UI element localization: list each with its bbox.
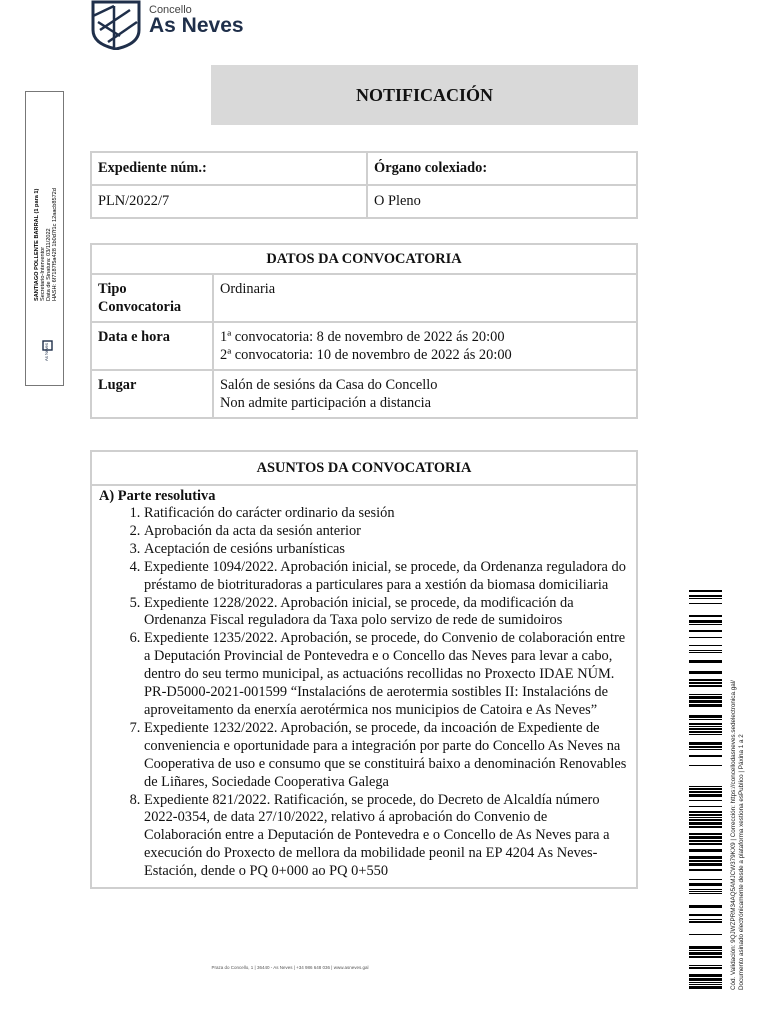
barcode-bar: [689, 860, 722, 862]
barcode-bar: [689, 950, 722, 951]
stamp-logo-text: As Neves: [44, 343, 49, 361]
barcode-bar: [689, 921, 722, 923]
validation-text: [727, 610, 749, 990]
asuntos-title: ASUNTOS DA CONVOCATORIA: [91, 451, 637, 485]
data-segunda: 2ª convocatoria: 10 de novembro de 2022 ás 20:00: [220, 347, 512, 363]
barcode-bar: [689, 734, 722, 735]
barcode-bar: [689, 650, 722, 651]
barcode-bar: [689, 598, 722, 599]
municipal-logo-icon: [90, 0, 142, 50]
barcode-bar: [689, 889, 722, 890]
barcode-bar: [689, 965, 722, 966]
list-item: 7. Expediente 1232/2022. Aprobación, se procede, da incoación de Expediente de conveniencia e oportunidade para a integración por parte do Concello As Neves na Cooperativa de uso e consumo que se constituirá baixo a denominación Renovables de Liñares, Sociedade Cooperativa Galega: [144, 720, 628, 792]
barcode-bar: [689, 786, 722, 787]
barcode-bar: [689, 840, 722, 842]
datos-table: [90, 243, 638, 419]
barcode-bar: [689, 836, 722, 839]
datos-title: DATOS DA CONVOCATORIA: [91, 244, 637, 274]
barcode-bar: [689, 742, 722, 745]
data-primeira: 1ª convocatoria: 8 de novembro de 2022 ás 20:00: [220, 329, 505, 345]
barcode-bar: [689, 755, 722, 757]
barcode-bar: [689, 746, 722, 748]
barcode-bar: [689, 819, 722, 821]
barcode-bar: [689, 914, 722, 916]
barcode-bar: [689, 791, 722, 793]
concello-logo: [90, 0, 270, 50]
barcode-bar: [689, 603, 722, 604]
barcode-bar: [689, 856, 722, 859]
barcode-bar: [689, 723, 722, 725]
list-item: 8. Expediente 821/2022. Ratificación, se procede, do Decreto de Alcaldía número 2022-0354, de data 27/10/2022, relativo á aprobación do Convenio de Colaboración entre a Deputación de Pontevedra e o Concello de As Neves para a execución do Proxecto de mellora da mobilidade peonil na EP 4204 As Neves-Estación, dende o PQ 0+000 ao PQ 0+550: [144, 792, 628, 882]
validation-platform: Documento asinado electrónicamente desde a plataforma xestiona esPublico | Páxina 1 a 2: [738, 734, 745, 990]
barcode-bar: [689, 679, 722, 681]
section-heading: A) Parte resolutiva: [99, 488, 216, 504]
list-item: 4. Expediente 1094/2022. Aprobación inicial, se procede, da Ordenanza reguladora do préstamo de biotrituradoras a particulares para a xestión da biomasa domiciliaria: [144, 559, 628, 595]
tipo-value: Ordinaria: [213, 274, 637, 322]
signature-stamp-text: [31, 91, 59, 301]
expediente-label: Expediente núm.:: [91, 152, 367, 185]
signature-date: Data de Sinatura: 03/11/2022: [46, 228, 52, 301]
list-item: 5. Expediente 1228/2022. Aprobación inicial, se procede, da modificación da Ordenanza Fiscal reguladora da Taxa polo servizo de rede de sumidoiros: [144, 595, 628, 631]
barcode-bar: [689, 806, 722, 807]
list-item: 2. Aprobación da acta da sesión anterior: [144, 523, 628, 541]
page-footer: Praza do Concello, 1 | 36440 - As Neves | +34 986 648 036 | www.asneves.gal: [211, 965, 369, 970]
tipo-label: Tipo Convocatoria: [91, 274, 213, 322]
barcode-bar: [689, 849, 722, 852]
barcode-bar: [689, 731, 722, 733]
barcode-bar: [689, 811, 722, 813]
barcode-bar: [689, 637, 722, 638]
barcode-bar: [689, 843, 722, 845]
barcode-bar: [689, 595, 722, 597]
expediente-value: PLN/2022/7: [91, 185, 367, 218]
data-value: [213, 322, 637, 370]
signature-stamp: [25, 91, 64, 386]
list-item: 1. Ratificación do carácter ordinario da sesión: [144, 505, 628, 523]
stamp-logo-icon: [36, 340, 54, 362]
validation-code: Cód. Validación: 9QJWZPRM34AQ5AMJCW379KX9 | Corrección: https://concellodasneves.sedelectronica.gal/: [730, 680, 737, 990]
barcode-bar: [689, 956, 722, 958]
barcode-bar: [689, 645, 722, 646]
barcode-bar: [689, 974, 722, 977]
barcode-bar: [689, 624, 722, 625]
barcode-bar: [689, 620, 722, 623]
barcode-bar: [689, 946, 722, 949]
barcode-bar: [689, 788, 722, 790]
barcode-bar: [689, 822, 722, 825]
asuntos-table: [90, 450, 638, 889]
barcode-bar: [689, 704, 722, 707]
barcode-bar: [689, 652, 722, 653]
barcode-bar: [689, 765, 722, 766]
list-item: 6. Expediente 1235/2022. Aprobación, se procede, do Convenio de colaboración entre a Deputación Provincial de Pontevedra e o Concello das Neves para levar a cabo, dentro do seu termo municipal, as actuacións recollidas no Proxecto IDAE NÚM. PR-D5000-2021-001599 “Instalacións de aerotermia sostibles II: Instalacións de aproveitamento da enerxía aerotérmica nos municipios de Catoira e As Neves”: [144, 630, 628, 720]
barcode-bar: [689, 978, 722, 981]
barcode-bar: [689, 630, 722, 632]
lugar-label: Lugar: [91, 370, 213, 418]
barcode-bar: [689, 660, 722, 663]
document-title: NOTIFICACIÓN: [211, 65, 638, 125]
barcode-bar: [689, 800, 722, 801]
barcode-bar: [689, 883, 722, 886]
barcode-bar: [689, 685, 722, 687]
lugar-sala: Salón de sesións da Casa do Concello: [220, 377, 438, 393]
barcode-bar: [689, 749, 722, 750]
logo-name: As Neves: [149, 14, 244, 37]
signature-hash: HASH: 6f7187f5a428 1b0d7f1c 12aacb8572d: [52, 188, 58, 301]
barcode-bar: [689, 682, 722, 684]
data-label: Data e hora: [91, 322, 213, 370]
barcode-bar: [689, 694, 722, 695]
list-item: 3. Aceptación de cesións urbanísticas: [144, 541, 628, 559]
barcode-bar: [689, 719, 722, 720]
barcode-bar: [689, 967, 722, 969]
barcode-bar: [689, 905, 722, 908]
barcode-bar: [689, 952, 722, 955]
barcode-bar: [689, 833, 722, 835]
lugar-distancia: Non admite participación a distancia: [220, 395, 431, 411]
validation-barcode: [689, 590, 722, 990]
expediente-table: [90, 151, 638, 219]
barcode-bar: [689, 817, 722, 818]
barcode-bar: [689, 984, 722, 985]
barcode-bar: [689, 893, 722, 894]
organo-label: Órgano colexiado:: [367, 152, 637, 185]
asuntos-list: [99, 505, 628, 881]
signer-name: SANTIAGO POLLENTE BARRAL (1 para 1): [34, 188, 40, 301]
barcode-bar: [689, 590, 722, 592]
lugar-value: [213, 370, 637, 418]
asuntos-body: [91, 485, 637, 888]
barcode-bar: [689, 879, 722, 880]
barcode-bar: [689, 934, 722, 935]
barcode-bar: [689, 671, 722, 674]
barcode-bar: [689, 814, 722, 816]
barcode-bar: [689, 986, 722, 989]
barcode-bar: [689, 728, 722, 730]
barcode-bar: [689, 700, 722, 703]
barcode-bar: [689, 826, 722, 828]
barcode-bar: [689, 869, 722, 871]
barcode-bar: [689, 696, 722, 699]
signer-role: Secretario-Interventor: [40, 246, 46, 301]
barcode-bar: [689, 615, 722, 617]
logo-caption: Concello: [149, 4, 192, 16]
barcode-bar: [689, 715, 722, 718]
barcode-bar: [689, 863, 722, 866]
barcode-bar: [689, 794, 722, 797]
organo-value: O Pleno: [367, 185, 637, 218]
barcode-bar: [689, 982, 722, 983]
barcode-bar: [689, 891, 722, 892]
barcode-bar: [689, 726, 722, 727]
barcode-bar: [689, 919, 722, 920]
